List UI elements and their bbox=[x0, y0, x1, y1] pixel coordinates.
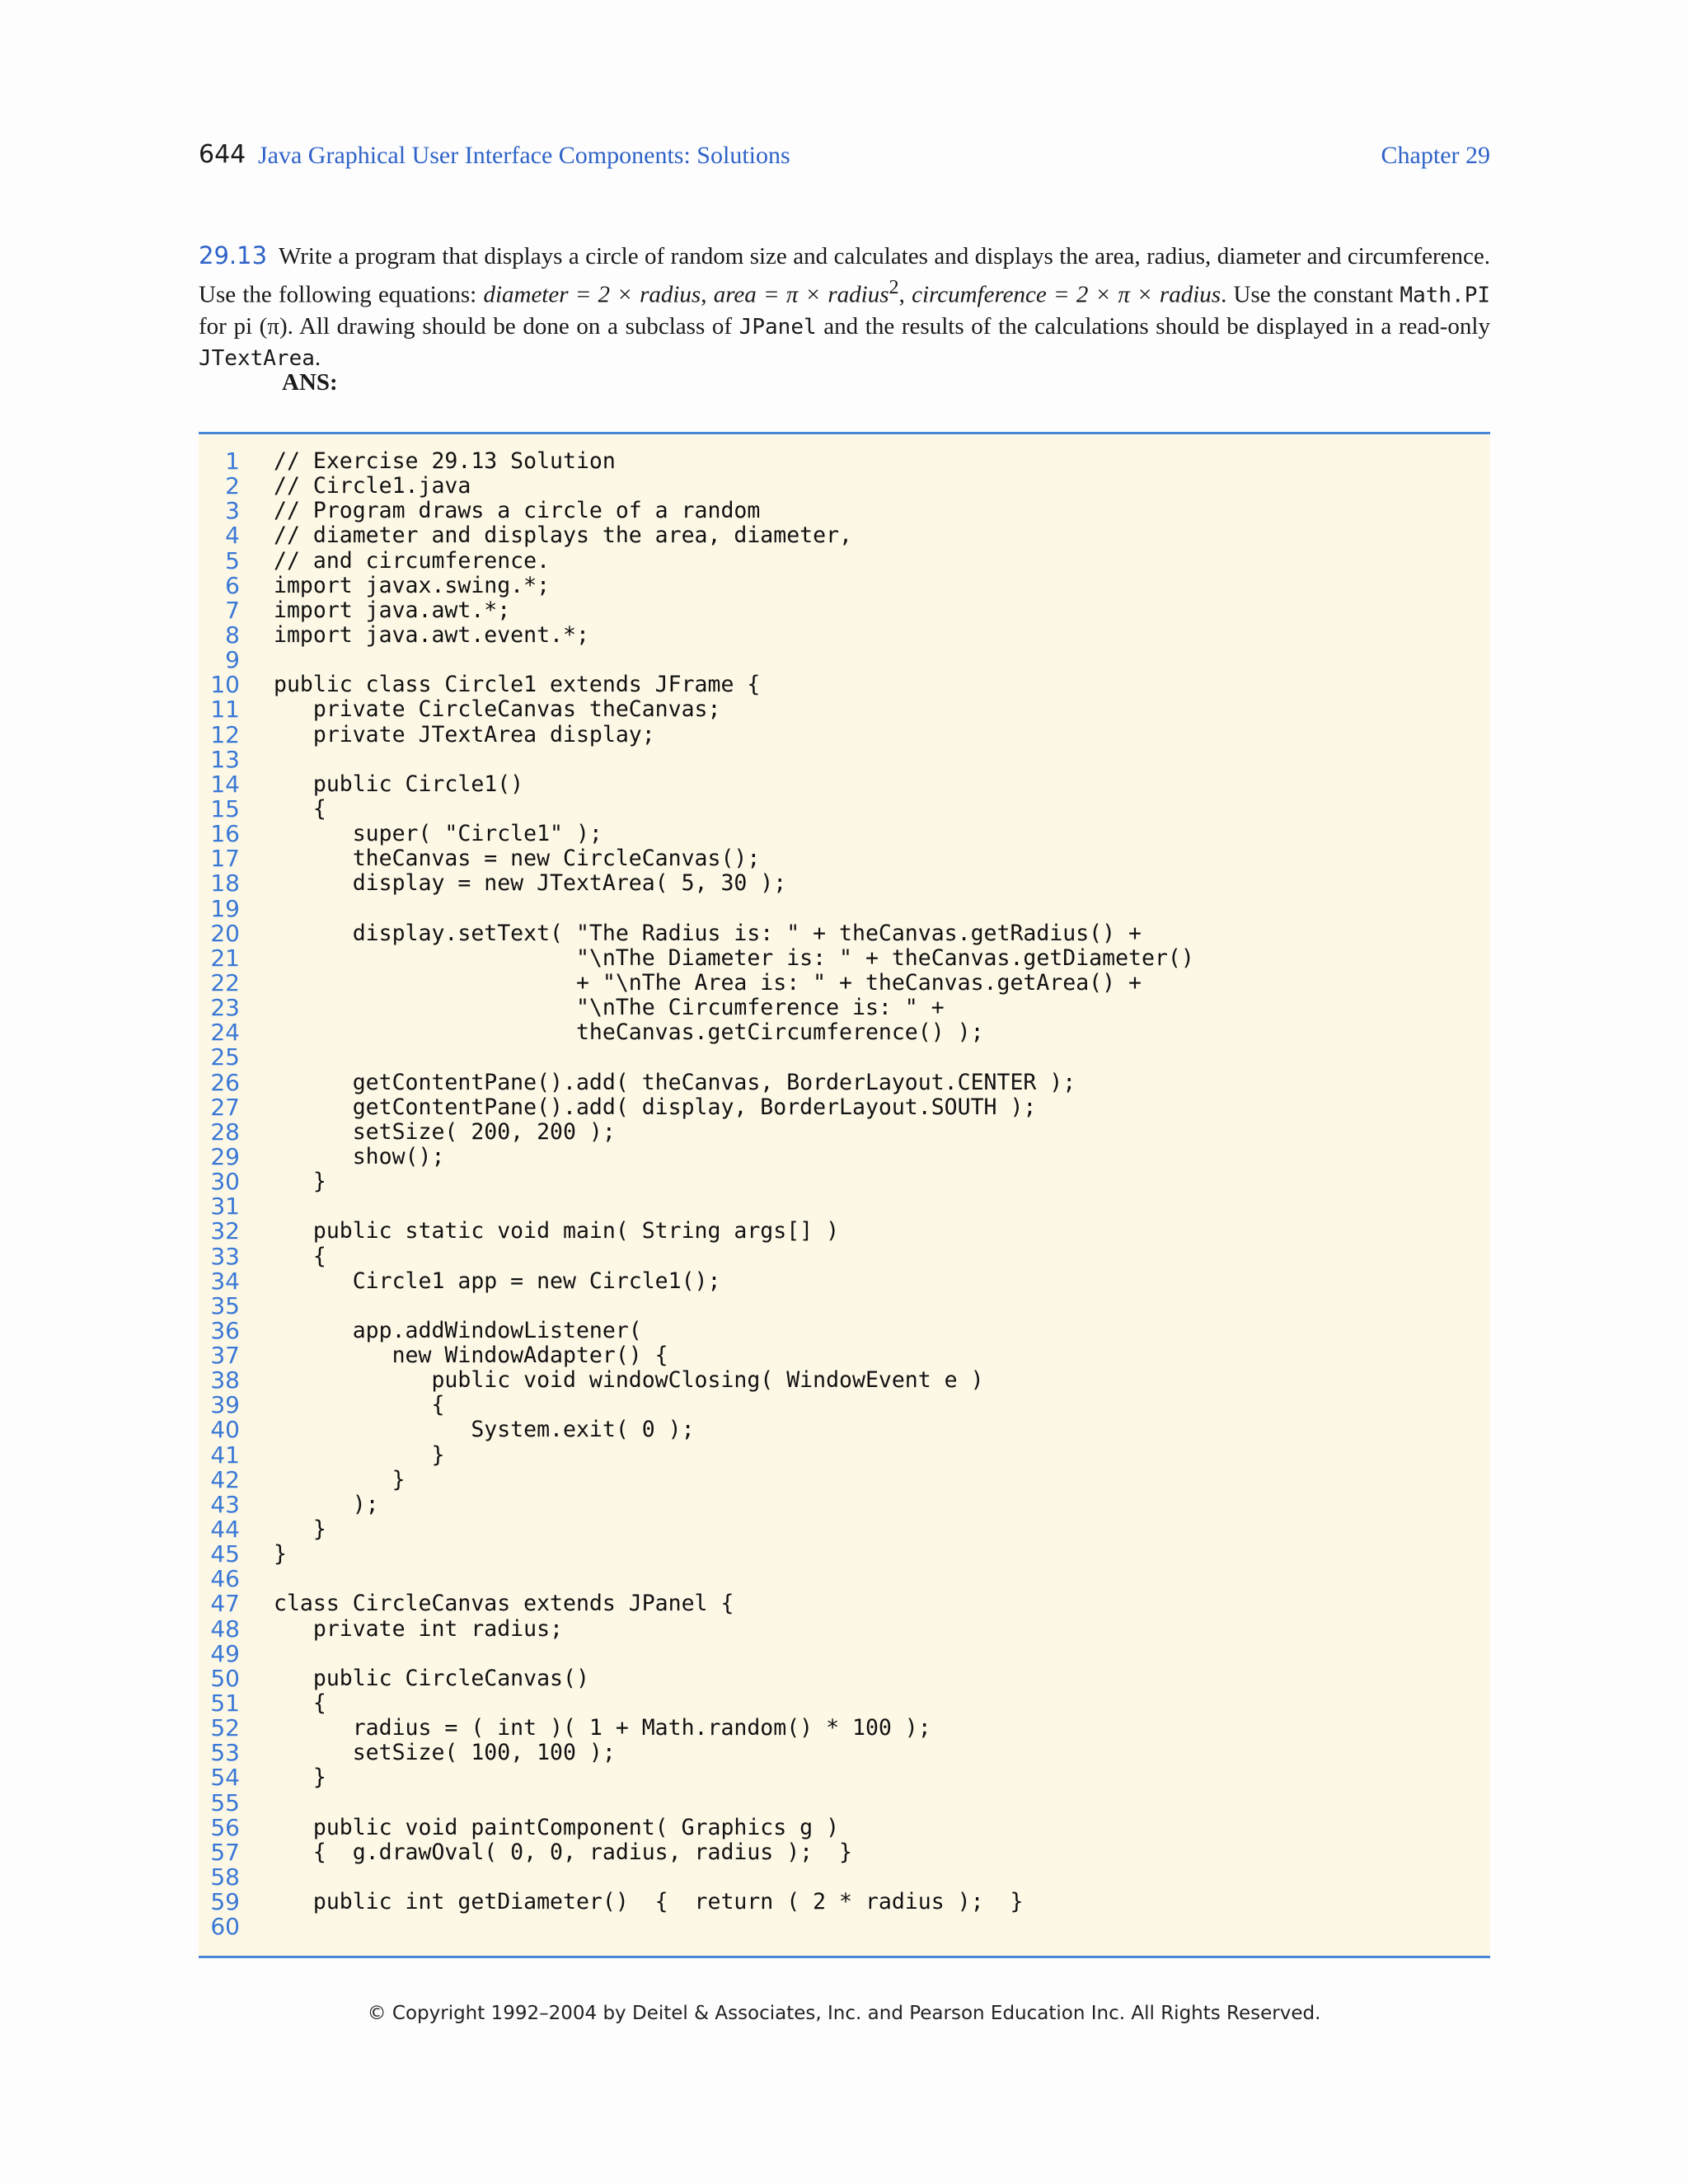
line-number: 18 bbox=[210, 869, 240, 898]
code-line bbox=[199, 1020, 1490, 1045]
code-text: public void windowClosing( WindowEvent e ) bbox=[274, 1367, 984, 1394]
code-line bbox=[199, 921, 1490, 946]
line-number: 19 bbox=[210, 894, 240, 922]
code-text: theCanvas.getCircumference() ); bbox=[274, 1019, 984, 1046]
code-line bbox=[199, 1591, 1490, 1616]
code-line bbox=[199, 1219, 1490, 1244]
line-number: 26 bbox=[210, 1068, 240, 1096]
code-line bbox=[199, 1890, 1490, 1915]
code-line bbox=[199, 1639, 1490, 1667]
code-line bbox=[199, 1368, 1490, 1393]
line-number: 58 bbox=[210, 1863, 240, 1891]
code-line bbox=[199, 1691, 1490, 1716]
code-text: } bbox=[274, 1441, 445, 1468]
code-line bbox=[199, 1840, 1490, 1865]
line-number: 48 bbox=[210, 1615, 240, 1643]
line-number: 29 bbox=[210, 1142, 240, 1170]
line-number: 54 bbox=[210, 1764, 240, 1792]
code-text: { bbox=[274, 1392, 445, 1418]
code-text: System.exit( 0 ); bbox=[274, 1417, 695, 1443]
line-number: 4 bbox=[225, 522, 240, 550]
line-number: 10 bbox=[210, 671, 240, 699]
code-line bbox=[199, 1617, 1490, 1642]
line-number: 32 bbox=[210, 1217, 240, 1245]
code-line bbox=[199, 946, 1490, 971]
code-text: getContentPane().add( theCanvas, BorderLayout.CENTER ); bbox=[274, 1069, 1076, 1095]
code-line bbox=[199, 968, 1490, 996]
code-line bbox=[199, 822, 1490, 846]
code-text: } bbox=[274, 1466, 406, 1493]
line-number: 52 bbox=[210, 1714, 240, 1742]
code-line bbox=[199, 1813, 1490, 1841]
code-text: // Circle1.java bbox=[274, 473, 471, 499]
code-line bbox=[199, 871, 1490, 896]
line-number: 44 bbox=[210, 1516, 240, 1544]
code-line bbox=[199, 1915, 1490, 1939]
line-number: 27 bbox=[210, 1093, 240, 1121]
code-line bbox=[199, 745, 1490, 773]
code-text: display.setText( "The Radius is: " + theCanvas.getRadius() + bbox=[274, 920, 1142, 946]
code-line bbox=[199, 1194, 1490, 1219]
code-text: ); bbox=[274, 1491, 379, 1517]
code-line bbox=[199, 1068, 1490, 1096]
code-text: } bbox=[274, 1541, 287, 1568]
code-line bbox=[199, 1291, 1490, 1319]
code-line bbox=[199, 794, 1490, 823]
code-text: { bbox=[274, 1690, 326, 1717]
code-line bbox=[199, 1788, 1490, 1816]
line-number: 51 bbox=[210, 1690, 240, 1718]
line-number: 40 bbox=[210, 1416, 240, 1444]
code-line bbox=[199, 996, 1490, 1020]
exercise-text-5: for pi (π). All drawing should be done on a subclass of bbox=[199, 312, 739, 340]
line-number: 30 bbox=[210, 1168, 240, 1196]
code-line bbox=[199, 1393, 1490, 1418]
line-number: 53 bbox=[210, 1739, 240, 1767]
code-line bbox=[199, 846, 1490, 871]
line-number: 36 bbox=[210, 1316, 240, 1344]
exercise-text-1: Write a program that displays a circle of random size and calculates and displays the area, radius, diameter and circumference. Use the following equations: bbox=[199, 243, 1490, 308]
exercise-number: 29.13 bbox=[199, 241, 268, 269]
code-text: } bbox=[274, 1516, 326, 1543]
line-number: 20 bbox=[210, 919, 240, 947]
equation-area-exponent: 2 bbox=[889, 276, 899, 298]
line-number: 8 bbox=[225, 621, 240, 649]
code-line bbox=[199, 1765, 1490, 1790]
equation-diameter: diameter = 2 × radius bbox=[483, 281, 701, 308]
code-text: super( "Circle1" ); bbox=[274, 821, 603, 847]
line-number: 25 bbox=[210, 1043, 240, 1071]
code-line bbox=[199, 449, 1490, 474]
code-math-pi: Math.PI bbox=[1400, 283, 1490, 308]
code-lines bbox=[199, 449, 1490, 1939]
code-line bbox=[199, 1418, 1490, 1442]
line-number: 7 bbox=[225, 596, 240, 624]
code-line bbox=[199, 1244, 1490, 1269]
equation-circumference: circumference = 2 × π × radius bbox=[912, 281, 1221, 308]
code-text: public CircleCanvas() bbox=[274, 1665, 589, 1691]
code-text: // Program draws a circle of a random bbox=[274, 498, 761, 524]
code-text: setSize( 100, 100 ); bbox=[274, 1740, 616, 1766]
code-text: class CircleCanvas extends JPanel { bbox=[274, 1591, 734, 1617]
code-text: app.addWindowListener( bbox=[274, 1317, 642, 1343]
code-text: + "\nThe Area is: " + theCanvas.getArea() + bbox=[274, 969, 1142, 996]
code-line bbox=[199, 648, 1490, 673]
code-text: private JTextArea display; bbox=[274, 721, 655, 748]
line-number: 49 bbox=[210, 1639, 240, 1667]
code-text: getContentPane().add( display, BorderLayout.SOUTH ); bbox=[274, 1094, 1037, 1120]
code-line bbox=[199, 1517, 1490, 1542]
code-text: } bbox=[274, 1765, 326, 1791]
code-line bbox=[199, 1465, 1490, 1493]
line-number: 59 bbox=[210, 1888, 240, 1916]
exercise-text-7: . bbox=[314, 344, 321, 371]
code-jpanel: JPanel bbox=[738, 314, 817, 340]
code-line bbox=[199, 894, 1490, 922]
line-number: 41 bbox=[210, 1441, 240, 1469]
code-line bbox=[199, 720, 1490, 748]
line-number: 21 bbox=[210, 944, 240, 972]
code-line bbox=[199, 546, 1490, 574]
exercise-text-2: , bbox=[701, 281, 714, 308]
code-text: theCanvas = new CircleCanvas(); bbox=[274, 846, 761, 872]
code-line bbox=[199, 1316, 1490, 1344]
line-number: 57 bbox=[210, 1838, 240, 1866]
line-number: 35 bbox=[210, 1291, 240, 1319]
line-number: 5 bbox=[225, 546, 240, 574]
code-text: "\nThe Diameter is: " + theCanvas.getDiameter() bbox=[274, 944, 1194, 971]
code-line bbox=[199, 1741, 1490, 1765]
code-line bbox=[199, 523, 1490, 548]
code-text: import java.awt.*; bbox=[274, 597, 511, 623]
line-number: 1 bbox=[225, 448, 240, 475]
line-number: 14 bbox=[210, 770, 240, 798]
line-number: 15 bbox=[210, 794, 240, 823]
code-text: import java.awt.event.*; bbox=[274, 621, 589, 648]
code-line bbox=[199, 1865, 1490, 1890]
chapter-label: Chapter 29 bbox=[1381, 142, 1490, 169]
code-line bbox=[199, 1269, 1490, 1294]
code-line bbox=[199, 1169, 1490, 1194]
code-text: // diameter and displays the area, diameter, bbox=[274, 523, 852, 549]
code-text: new WindowAdapter() { bbox=[274, 1343, 668, 1369]
code-text: private int radius; bbox=[274, 1615, 563, 1642]
code-line bbox=[199, 623, 1490, 648]
code-line bbox=[199, 571, 1490, 599]
line-number: 60 bbox=[210, 1913, 240, 1941]
page-number: 644 bbox=[199, 140, 246, 169]
line-number: 11 bbox=[210, 696, 240, 724]
line-number: 46 bbox=[210, 1565, 240, 1593]
code-line bbox=[199, 1142, 1490, 1170]
code-text: public int getDiameter() { return ( 2 * radius ); } bbox=[274, 1889, 1024, 1915]
code-text: // and circumference. bbox=[274, 547, 551, 574]
code-text: private CircleCanvas theCanvas; bbox=[274, 696, 721, 723]
code-text: show(); bbox=[274, 1143, 445, 1169]
code-line bbox=[199, 1120, 1490, 1145]
line-number: 47 bbox=[210, 1590, 240, 1618]
code-text: public class Circle1 extends JFrame { bbox=[274, 672, 761, 698]
line-number: 38 bbox=[210, 1366, 240, 1394]
exercise-statement bbox=[199, 241, 1490, 374]
code-text: public Circle1() bbox=[274, 771, 524, 797]
line-number: 28 bbox=[210, 1118, 240, 1146]
copyright-footer: © Copyright 1992–2004 by Deitel & Associates, Inc. and Pearson Education Inc. All Rights Reserved. bbox=[367, 2003, 1321, 2024]
code-text: setSize( 200, 200 ); bbox=[274, 1118, 616, 1145]
code-listing bbox=[199, 432, 1490, 1958]
line-number: 13 bbox=[210, 745, 240, 773]
code-text: Circle1 app = new Circle1(); bbox=[274, 1268, 721, 1294]
code-text: { bbox=[274, 795, 326, 822]
line-number: 33 bbox=[210, 1242, 240, 1270]
exercise-text-6: and the results of the calculations should be displayed in a read-only bbox=[816, 312, 1490, 340]
line-number: 56 bbox=[210, 1813, 240, 1841]
line-number: 39 bbox=[210, 1391, 240, 1419]
line-number: 50 bbox=[210, 1664, 240, 1692]
code-text: { g.drawOval( 0, 0, radius, radius ); } bbox=[274, 1839, 852, 1865]
line-number: 9 bbox=[225, 646, 240, 674]
code-text: import javax.swing.*; bbox=[274, 572, 551, 598]
code-line bbox=[199, 1045, 1490, 1070]
code-text: public void paintComponent( Graphics g ) bbox=[274, 1814, 840, 1840]
line-number: 17 bbox=[210, 845, 240, 873]
line-number: 37 bbox=[210, 1342, 240, 1370]
book-title: Java Graphical User Interface Components: Solutions bbox=[258, 142, 790, 169]
code-line bbox=[199, 1666, 1490, 1691]
line-number: 24 bbox=[210, 1019, 240, 1047]
exercise-text-3: , bbox=[898, 281, 912, 308]
line-number: 42 bbox=[210, 1465, 240, 1493]
line-number: 16 bbox=[210, 820, 240, 848]
code-text: display = new JTextArea( 5, 30 ); bbox=[274, 870, 787, 897]
code-text: // Exercise 29.13 Solution bbox=[274, 448, 616, 474]
code-line bbox=[199, 1716, 1490, 1741]
line-number: 55 bbox=[210, 1788, 240, 1816]
code-line bbox=[199, 474, 1490, 499]
code-line bbox=[199, 1343, 1490, 1368]
line-number: 23 bbox=[210, 994, 240, 1022]
code-line bbox=[199, 697, 1490, 722]
code-text: { bbox=[274, 1243, 326, 1269]
code-text: radius = ( int )( 1 + Math.random() * 100 ); bbox=[274, 1715, 931, 1741]
code-text: public static void main( String args[] ) bbox=[274, 1218, 840, 1244]
line-number: 22 bbox=[210, 968, 240, 996]
code-text: } bbox=[274, 1169, 326, 1195]
code-line bbox=[199, 1095, 1490, 1120]
code-line bbox=[199, 1542, 1490, 1567]
code-line bbox=[199, 1490, 1490, 1518]
line-number: 45 bbox=[210, 1540, 240, 1568]
line-number: 31 bbox=[210, 1193, 240, 1221]
code-line bbox=[199, 598, 1490, 623]
line-number: 6 bbox=[225, 571, 240, 599]
code-line bbox=[199, 1443, 1490, 1468]
line-number: 3 bbox=[225, 497, 240, 525]
code-line bbox=[199, 499, 1490, 523]
line-number: 43 bbox=[210, 1490, 240, 1518]
equation-area: area = π × radius bbox=[713, 281, 889, 308]
line-number: 34 bbox=[210, 1267, 240, 1295]
code-line bbox=[199, 1567, 1490, 1591]
code-line bbox=[199, 673, 1490, 697]
page-header bbox=[199, 140, 1490, 176]
code-jtextarea: JTextArea bbox=[199, 345, 315, 371]
code-line bbox=[199, 772, 1490, 797]
code-text: "\nThe Circumference is: " + bbox=[274, 995, 945, 1021]
exercise-text-4: . Use the constant bbox=[1221, 281, 1400, 308]
answer-label: ANS: bbox=[282, 369, 338, 396]
line-number: 2 bbox=[225, 472, 240, 500]
line-number: 12 bbox=[210, 720, 240, 748]
